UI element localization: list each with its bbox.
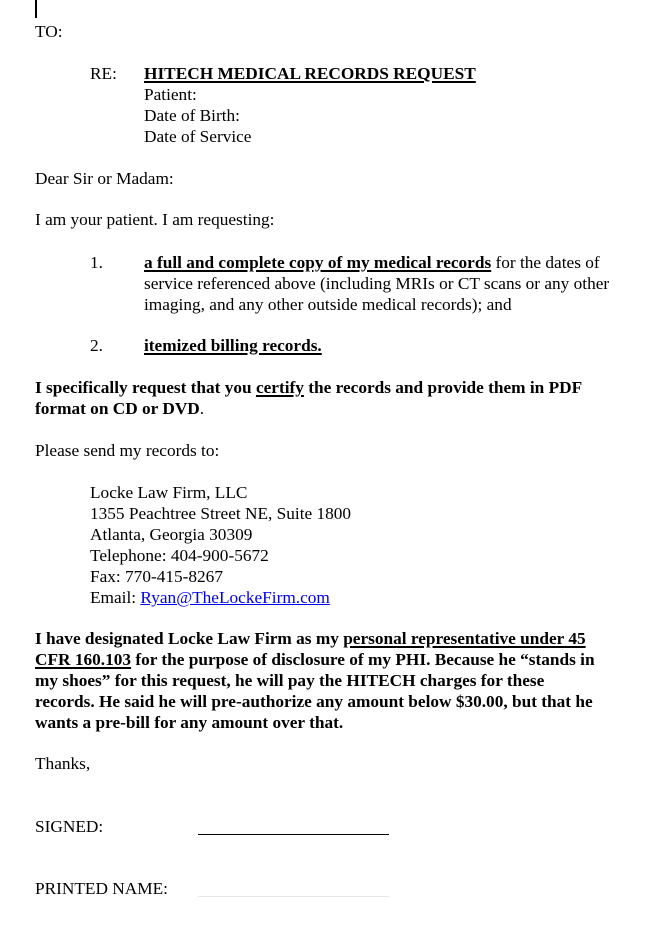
salutation: Dear Sir or Madam: [35, 169, 174, 188]
certify-word: certify [255, 378, 304, 397]
re-date-of-birth: Date of Birth: [144, 106, 240, 125]
certify-period: . [199, 399, 205, 418]
send-to-label: Please send my records to: [35, 441, 220, 460]
address-email-row [90, 587, 330, 608]
certify-format: format on CD or DVD [35, 399, 200, 418]
designation-text-2: for the purpose of disclosure of my PHI. Because he “stands in [131, 650, 595, 669]
address-telephone: Telephone: 404-900-5672 [90, 546, 269, 565]
intro-text: I am your patient. I am requesting: [35, 210, 275, 229]
printed-name-line[interactable] [198, 896, 389, 897]
request-1-emphasis: a full and complete copy of my medical records [144, 253, 492, 272]
designation-text-1: I have designated Locke Law Firm as my [35, 629, 344, 648]
signed-label: SIGNED: [35, 817, 104, 836]
closing: Thanks, [35, 754, 91, 773]
designation-line-1 [35, 628, 586, 649]
signature-line[interactable] [198, 834, 389, 835]
request-number-1: 1. [90, 253, 103, 272]
address-street: 1355 Peachtree Street NE, Suite 1800 [90, 504, 352, 523]
designation-line-2 [35, 649, 595, 670]
certify-text-before: I specifically request that you [35, 378, 256, 397]
request-1-text-1: for the dates of [491, 253, 600, 272]
designation-line-4: records. He said he will pre-authorize any amount below $30.00, but that he [35, 692, 593, 711]
request-1-line-1 [144, 252, 600, 273]
printed-name-label: PRINTED NAME: [35, 879, 168, 898]
re-patient: Patient: [144, 85, 197, 104]
certify-line-1 [35, 377, 582, 398]
certify-text-after: the records and provide them in PDF [303, 378, 583, 397]
address-name: Locke Law Firm, LLC [90, 483, 248, 502]
address-city: Atlanta, Georgia 30309 [90, 525, 253, 544]
to-label: TO: [35, 22, 63, 41]
re-subject: HITECH MEDICAL RECORDS REQUEST [144, 64, 476, 83]
certify-line-2 [35, 398, 204, 419]
request-number-2: 2. [90, 336, 103, 355]
text-cursor [35, 0, 37, 18]
designation-line-5: wants a pre-bill for any amount over that. [35, 713, 344, 732]
address-fax: Fax: 770-415-8267 [90, 567, 223, 586]
designation-underlined-2: CFR 160.103 [35, 650, 132, 669]
re-label: RE: [90, 64, 117, 83]
email-link[interactable]: Ryan@TheLockeFirm.com [140, 588, 330, 607]
designation-underlined-1: personal representative under 45 [343, 629, 586, 648]
email-label: Email: [90, 588, 141, 607]
designation-line-3: my shoes” for this request, he will pay the HITECH charges for these [35, 671, 545, 690]
re-date-of-service: Date of Service [144, 127, 252, 146]
request-2-emphasis: itemized billing records. [144, 336, 322, 355]
request-1-line-2: service referenced above (including MRIs or CT scans or any other [144, 274, 610, 293]
request-1-line-3: imaging, and any other outside medical records); and [144, 295, 512, 314]
